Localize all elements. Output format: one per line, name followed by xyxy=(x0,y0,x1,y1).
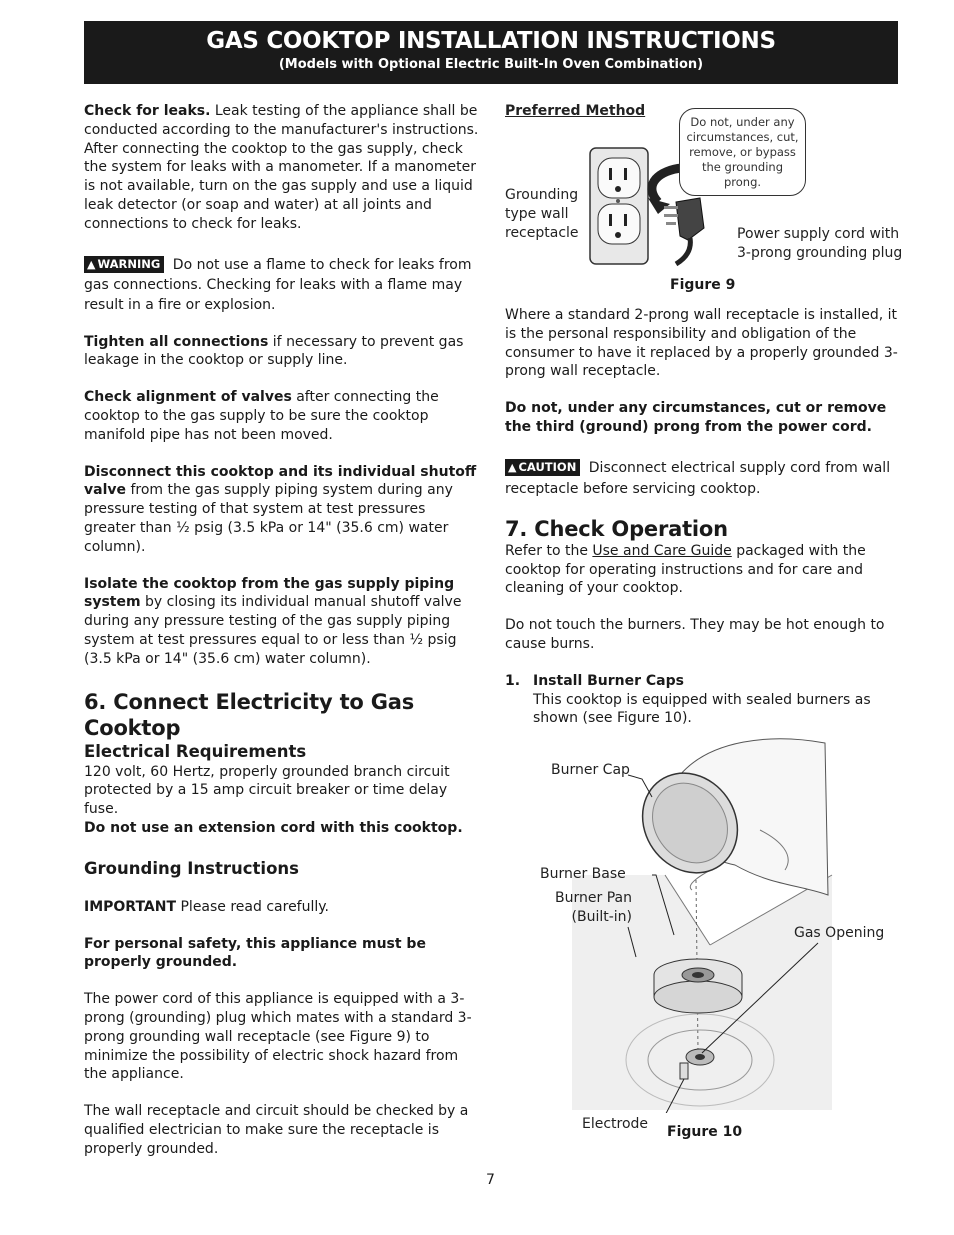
electrical-requirements-heading: Electrical Requirements xyxy=(84,741,307,761)
right-column xyxy=(505,306,900,728)
refer-paragraph: Refer to the Use and Care Guide packaged with the cooktop for operating instructions and for care and cleaning of your cooktop. xyxy=(505,542,866,597)
left-column xyxy=(84,102,480,1158)
burners-warning-paragraph: Do not touch the burners. They may be hot enough to cause burns. xyxy=(505,617,885,652)
grounding-instructions-heading: Grounding Instructions xyxy=(84,858,299,878)
safety-paragraph: For personal safety, this appliance must be properly grounded. xyxy=(84,935,426,971)
burner-pan-label: Burner Pan (Built-in) xyxy=(555,890,632,925)
power-cord-label: Power supply cord with 3-prong grounding plug xyxy=(737,226,903,261)
caution-paragraph: ▲ CAUTION Disconnect electrical supply cord from wall receptacle before servicing cooktop. xyxy=(505,459,891,497)
electrode-label: Electrode xyxy=(582,1116,649,1132)
section-7-heading: 7. Check Operation xyxy=(505,516,728,541)
caution-badge: ▲ CAUTION xyxy=(505,459,580,476)
preferred-method-heading: Preferred Method xyxy=(505,103,646,119)
figure-9-caption: Figure 9 xyxy=(670,277,736,293)
figure-9-callout: Do not, under any circumstances, cut, remove, or bypass the grounding prong. xyxy=(679,108,806,196)
warning-icon: ▲ xyxy=(87,257,96,271)
valves-paragraph: Check alignment of valves after connecting the cooktop to the gas supply to be sure the cooktop manifold pipe has not been moved. xyxy=(84,389,439,443)
list-item: 1. Install Burner Caps This cooktop is equipped with sealed burners as shown (see Figure 10). xyxy=(505,672,871,727)
grounding-receptacle-label: Grounding type wall receptacle xyxy=(505,187,579,241)
disconnect-paragraph: Disconnect this cooktop and its individual shutoff valve from the gas supply piping system during any pressure testing of that system at test pressures greater than ½ psig (3.5 kPa or 14" (35.6 cm) water column). xyxy=(84,463,477,555)
isolate-paragraph: Isolate the cooktop from the gas supply piping system by closing its individual manual shutoff valve during any pressure testing of the gas supply piping system at test pressures equal to or less than ½ psig (3.5 kPa or 14" (35.6 cm) water column). xyxy=(84,575,462,667)
important-paragraph: IMPORTANT Please read carefully. xyxy=(84,898,329,915)
caution-icon: ▲ xyxy=(508,460,517,474)
check-leaks-paragraph: Check for leaks. Leak testing of the appliance shall be conducted according to the manufacturer's instructions. After connecting the cooktop to the gas supply, check the system for leaks with a manometer. If a manometer is not available, turn on the gas supply and use a liquid leak detector (or soap and water) at all joints and connections to check for leaks. xyxy=(84,103,479,232)
page-number: 7 xyxy=(486,1172,495,1188)
receptacle-paragraph: The wall receptacle and circuit should be checked by a qualified electrician to make sure the receptacle is properly grounded. xyxy=(84,1103,469,1157)
gas-opening-label: Gas Opening xyxy=(794,925,885,941)
two-prong-paragraph: Where a standard 2-prong wall receptacle is installed, it is the personal responsibility and obligation of the consumer to have it replaced by a properly grounded 3-prong wall receptacle. xyxy=(505,307,898,380)
burner-cap-label: Burner Cap xyxy=(551,762,630,778)
page-title: GAS COOKTOP INSTALLATION INSTRUCTIONS xyxy=(206,28,776,54)
power-cord-paragraph: The power cord of this appliance is equipped with a 3-prong (grounding) plug which mates with a standard 3-prong grounding wall receptacle (see Figure 9) to minimize the possibility of electric shock hazard from the appliance. xyxy=(84,991,472,1083)
section-6-heading: 6. Connect Electricity to Gas Cooktop xyxy=(84,689,415,740)
figure-10-caption: Figure 10 xyxy=(667,1124,743,1140)
page-subtitle: (Models with Optional Electric Built-In Oven Combination) xyxy=(278,57,704,72)
burner-base-label: Burner Base xyxy=(540,866,626,882)
do-not-cut-paragraph: Do not, under any circumstances, cut or remove the third (ground) prong from the power cord. xyxy=(505,400,887,435)
page-header xyxy=(84,21,898,84)
warning-badge: ▲ WARNING xyxy=(84,256,164,273)
use-and-care-guide-link[interactable]: Use and Care Guide xyxy=(592,542,732,559)
warning-paragraph: ▲ WARNING Do not use a flame to check for leaks from gas connections. Checking for leaks with a flame may result in a fire or explosion. xyxy=(84,256,472,313)
tighten-paragraph: Tighten all connections if necessary to prevent gas leakage in the cooktop or supply line. xyxy=(84,333,464,369)
electrical-requirements-text: 120 volt, 60 Hertz, properly grounded branch circuit protected by a 15 amp circuit breaker or time delay fuse. Do not use an extension cord with this cooktop. xyxy=(84,763,463,836)
